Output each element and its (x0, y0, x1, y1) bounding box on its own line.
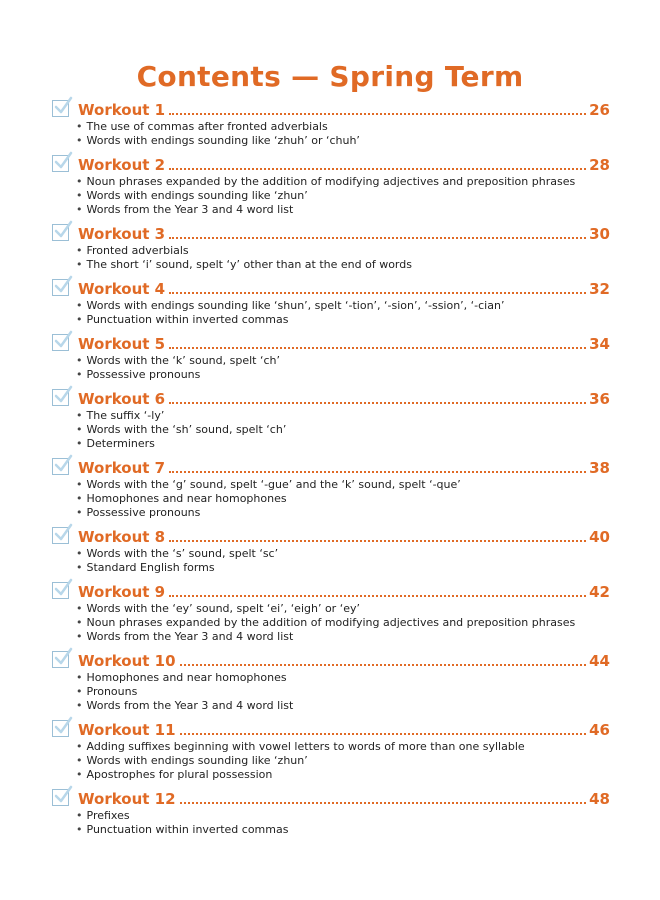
workout-title: Workout 10 (78, 652, 176, 670)
topic-item: • Punctuation within inverted commas (76, 313, 610, 327)
topic-list (50, 244, 610, 272)
page-number: 26 (589, 101, 610, 119)
workout-title: Workout 6 (78, 390, 166, 408)
toc-entry-heading (50, 455, 610, 477)
topic-item: • The short ‘i’ sound, spelt ‘y’ other than at the end of words (76, 258, 610, 272)
page-number: 40 (589, 528, 610, 546)
toc-entry-heading (50, 717, 610, 739)
tick-mark-icon (52, 577, 74, 599)
topic-item: • Noun phrases expanded by the addition of modifying adjectives and preposition phrases (76, 175, 610, 189)
topic-item: • Words from the Year 3 and 4 word list (76, 699, 610, 713)
toc-entry-heading (50, 331, 610, 353)
checkbox-tick-icon[interactable] (52, 155, 69, 172)
workout-title: Workout 12 (78, 790, 176, 808)
page-title: Contents — Spring Term (136, 60, 524, 93)
tick-mark-icon (52, 150, 74, 172)
topic-item: • Homophones and near homophones (76, 671, 610, 685)
topic-list (50, 409, 610, 451)
tick-mark-icon (52, 784, 74, 806)
topic-item: • Pronouns (76, 685, 610, 699)
topic-item: • Words with endings sounding like ‘zhun’ (76, 189, 610, 203)
topic-item: • Words from the Year 3 and 4 word list (76, 203, 610, 217)
dot-leader (169, 167, 586, 170)
dot-leader (169, 291, 586, 294)
dot-leader (169, 236, 586, 239)
topic-item: • Punctuation within inverted commas (76, 823, 610, 837)
workout-title: Workout 3 (78, 225, 166, 243)
page-number: 32 (589, 280, 610, 298)
topic-item: • Noun phrases expanded by the addition of modifying adjectives and preposition phrases (76, 616, 610, 630)
toc-entry (50, 221, 610, 272)
topic-item: • The suffix ‘-ly’ (76, 409, 610, 423)
checkbox-tick-icon[interactable] (52, 100, 69, 117)
toc-entry-heading (50, 276, 610, 298)
tick-mark-icon (52, 453, 74, 475)
dot-leader (169, 112, 586, 115)
dot-leader (169, 470, 586, 473)
workout-title: Workout 2 (78, 156, 166, 174)
workout-title: Workout 5 (78, 335, 166, 353)
workout-title: Workout 11 (78, 721, 176, 739)
topic-item: • Words with endings sounding like ‘shun’, spelt ‘-tion’, ‘-sion’, ‘-ssion’, ‘-cian’ (76, 299, 610, 313)
checkbox-tick-icon[interactable] (52, 527, 69, 544)
workout-title: Workout 4 (78, 280, 166, 298)
page-number: 28 (589, 156, 610, 174)
topic-item: • Determiners (76, 437, 610, 451)
topic-list (50, 175, 610, 217)
toc-entry (50, 648, 610, 713)
toc-entry (50, 717, 610, 782)
topic-item: • Words with endings sounding like ‘zhun’ (76, 754, 610, 768)
toc-entry-heading (50, 221, 610, 243)
topic-item: • Words with the ‘ey’ sound, spelt ‘ei’, ‘eigh’ or ‘ey’ (76, 602, 610, 616)
dot-leader (180, 663, 587, 666)
checkbox-tick-icon[interactable] (52, 651, 69, 668)
tick-mark-icon (52, 329, 74, 351)
topic-list (50, 740, 610, 782)
topic-item: • Words with the ‘g’ sound, spelt ‘-gue’ and the ‘k’ sound, spelt ‘-que’ (76, 478, 610, 492)
toc-entry (50, 97, 610, 148)
topic-item: • Words with the ‘s’ sound, spelt ‘sc’ (76, 547, 610, 561)
topic-list (50, 478, 610, 520)
checkbox-tick-icon[interactable] (52, 334, 69, 351)
toc-entry-heading (50, 786, 610, 808)
toc-entry-heading (50, 152, 610, 174)
topic-list (50, 671, 610, 713)
topic-item: • Words from the Year 3 and 4 word list (76, 630, 610, 644)
tick-mark-icon (52, 95, 74, 117)
page-number: 38 (589, 459, 610, 477)
dot-leader (169, 346, 586, 349)
topic-item: • Standard English forms (76, 561, 610, 575)
dot-leader (180, 801, 587, 804)
page-number: 48 (589, 790, 610, 808)
workout-title: Workout 9 (78, 583, 166, 601)
toc-entry (50, 524, 610, 575)
topic-item: • Words with the ‘k’ sound, spelt ‘ch’ (76, 354, 610, 368)
checkbox-tick-icon[interactable] (52, 720, 69, 737)
checkbox-tick-icon[interactable] (52, 279, 69, 296)
topic-item: • Possessive pronouns (76, 506, 610, 520)
toc-entry (50, 276, 610, 327)
topic-item: • Words with endings sounding like ‘zhuh’ or ‘chuh’ (76, 134, 610, 148)
toc-entry (50, 579, 610, 644)
tick-mark-icon (52, 274, 74, 296)
checkbox-tick-icon[interactable] (52, 789, 69, 806)
page-number: 34 (589, 335, 610, 353)
dot-leader (180, 732, 587, 735)
topic-list (50, 602, 610, 644)
workout-title: Workout 8 (78, 528, 166, 546)
tick-mark-icon (52, 384, 74, 406)
toc-entry (50, 331, 610, 382)
toc-entry-heading (50, 97, 610, 119)
topic-item: • Prefixes (76, 809, 610, 823)
topic-item: • Fronted adverbials (76, 244, 610, 258)
workout-title: Workout 1 (78, 101, 166, 119)
topic-item: • Words with the ‘sh’ sound, spelt ‘ch’ (76, 423, 610, 437)
checkbox-tick-icon[interactable] (52, 389, 69, 406)
page-number: 46 (589, 721, 610, 739)
toc-entry (50, 386, 610, 451)
topic-list (50, 120, 610, 148)
tick-mark-icon (52, 522, 74, 544)
topic-list (50, 354, 610, 382)
table-of-contents (50, 97, 610, 841)
topic-list (50, 299, 610, 327)
toc-entry (50, 786, 610, 837)
tick-mark-icon (52, 715, 74, 737)
tick-mark-icon (52, 646, 74, 668)
dot-leader (169, 539, 586, 542)
checkbox-tick-icon[interactable] (52, 224, 69, 241)
topic-list (50, 809, 610, 837)
topic-list (50, 547, 610, 575)
checkbox-tick-icon[interactable] (52, 582, 69, 599)
toc-entry (50, 152, 610, 217)
page-number: 36 (589, 390, 610, 408)
topic-item: • Homophones and near homophones (76, 492, 610, 506)
page-number: 30 (589, 225, 610, 243)
tick-mark-icon (52, 219, 74, 241)
dot-leader (169, 594, 586, 597)
topic-item: • Possessive pronouns (76, 368, 610, 382)
page-number: 42 (589, 583, 610, 601)
page-number: 44 (589, 652, 610, 670)
toc-entry-heading (50, 386, 610, 408)
toc-entry (50, 455, 610, 520)
toc-entry-heading (50, 524, 610, 546)
topic-item: • The use of commas after fronted adverbials (76, 120, 610, 134)
topic-item: • Apostrophes for plural possession (76, 768, 610, 782)
toc-entry-heading (50, 648, 610, 670)
toc-entry-heading (50, 579, 610, 601)
checkbox-tick-icon[interactable] (52, 458, 69, 475)
workout-title: Workout 7 (78, 459, 166, 477)
dot-leader (169, 401, 586, 404)
topic-item: • Adding suffixes beginning with vowel letters to words of more than one syllable (76, 740, 610, 754)
